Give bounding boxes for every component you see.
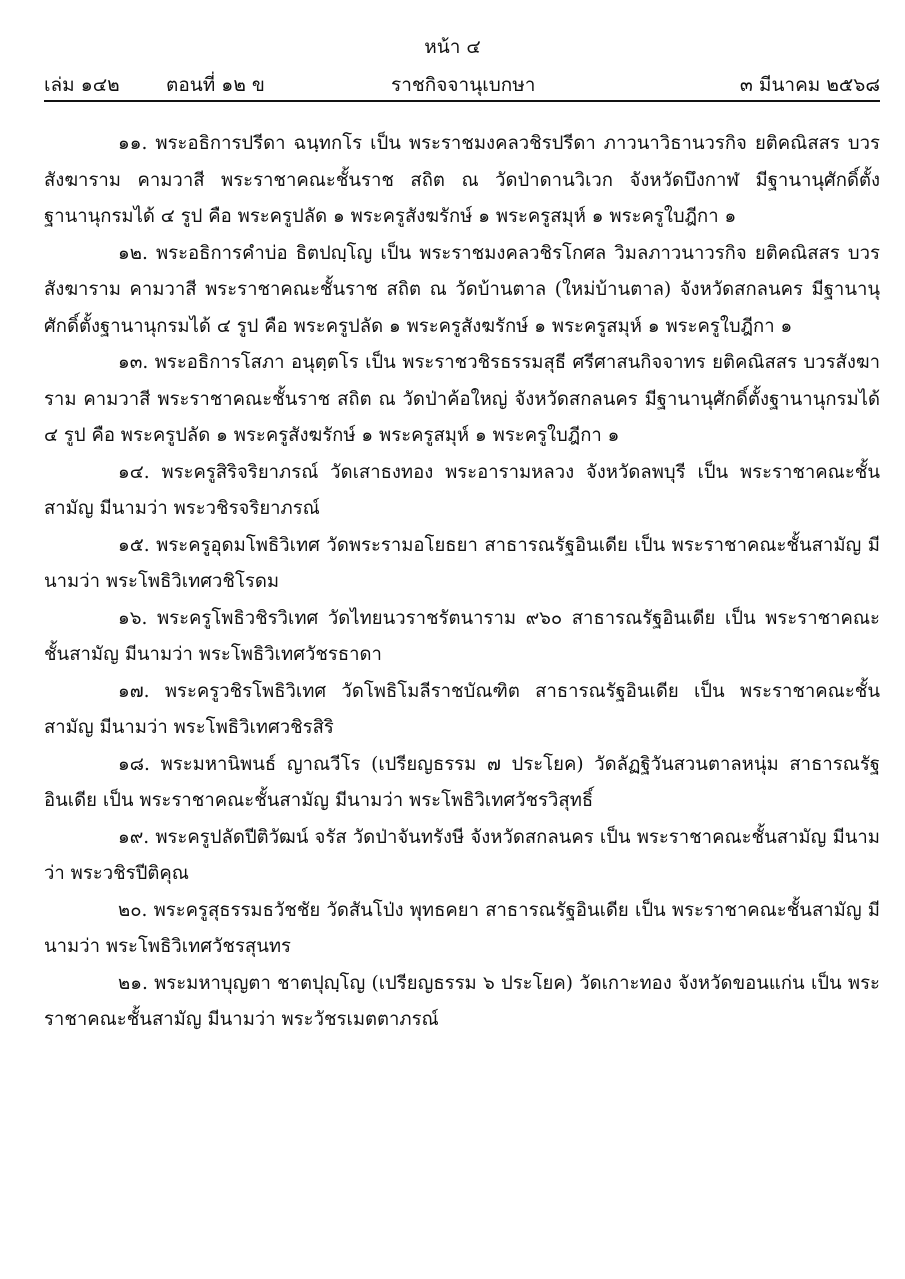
gazette-title: ราชกิจจานุเบกษา: [391, 74, 536, 96]
paragraph-item-21: ๒๑. พระมหาบุญตา ชาตปุญฺโญ (เปรียญธรรม ๖ ประโยค) วัดเกาะทอง จังหวัดขอนแก่น เป็น พระราชาคณะชั้นสามัญ มีนามว่า พระวัชรเมตตาภรณ์: [44, 972, 880, 1030]
paragraph-item-11: ๑๑. พระอธิการปรีดา ฉนฺทกโร เป็น พระราชมงคลวชิรปรีดา ภาวนาวิธานวรกิจ ยติคณิสสร บวรสังฆาราม คามวาสี พระราชาคณะชั้นราช สถิต ณ วัดป่าดานวิเวก จังหวัดบึงกาฬ มีฐานานุศักดิ์ตั้งฐานานุกรมได้ ๔ รูป คือ พระครูปลัด ๑ พระครูสังฆรักษ์ ๑ พระครูสมุห์ ๑ พระครูใบฎีกา ๑: [44, 133, 880, 227]
paragraph-item-17: ๑๗. พระครูวชิรโพธิวิเทศ วัดโพธิโมลีราชบัณฑิต สาธารณรัฐอินเดีย เป็น พระราชาคณะชั้นสามัญ มีนามว่า พระโพธิวิเทศวชิรสิริ: [44, 680, 880, 738]
volume-number: เล่ม ๑๔๒: [44, 74, 120, 96]
paragraph-item-19: ๑๙. พระครูปลัดปีติวัฒน์ จรัส วัดป่าจันทรังษี จังหวัดสกลนคร เป็น พระราชาคณะชั้นสามัญ มีนามว่า พระวชิรปีติคุณ: [44, 826, 880, 884]
paragraph-item-20: ๒๐. พระครูสุธรรมธวัชชัย วัดสันโป่ง พุทธคยา สาธารณรัฐอินเดีย เป็น พระราชาคณะชั้นสามัญ มีนามว่า พระโพธิวิเทศวัชรสุนทร: [44, 899, 880, 957]
page-number: หน้า ๔: [424, 36, 481, 58]
paragraph-item-14: ๑๔. พระครูสิริจริยาภรณ์ วัดเสาธงทอง พระอารามหลวง จังหวัดลพบุรี เป็น พระราชาคณะชั้นสามัญ มีนามว่า พระวชิรจริยาภรณ์: [44, 461, 880, 519]
paragraph-item-15: ๑๕. พระครูอุดมโพธิวิเทศ วัดพระรามอโยธยา สาธารณรัฐอินเดีย เป็น พระราชาคณะชั้นสามัญ มีนามว่า พระโพธิวิเทศวชิโรดม: [44, 534, 880, 592]
paragraph-item-16: ๑๖. พระครูโพธิวชิรวิเทศ วัดไทยนวราชรัตนาราม ๙๖๐ สาธารณรัฐอินเดีย เป็น พระราชาคณะชั้นสามัญ มีนามว่า พระโพธิวิเทศวัชรธาดา: [44, 607, 880, 665]
gazette-header: [44, 70, 880, 98]
paragraph-item-18: ๑๘. พระมหานิพนธ์ ญาณวีโร (เปรียญธรรม ๗ ประโยค) วัดลัฏฐิวันสวนตาลหนุ่ม สาธารณรัฐอินเดีย เป็น พระราชาคณะชั้นสามัญ มีนามว่า พระโพธิวิเทศวัชรวิสุทธิ์: [44, 753, 880, 811]
issue-date: ๓ มีนาคม ๒๕๖๘: [739, 74, 880, 96]
document-body: [44, 126, 880, 1039]
issue-number: ตอนที่ ๑๒ ข: [166, 74, 265, 96]
paragraph-item-12: ๑๒. พระอธิการคำบ่อ ธิตปญฺโญ เป็น พระราชมงคลวชิรโกศล วิมลภาวนาวรกิจ ยติคณิสสร บวรสังฆาราม คามวาสี พระราชาคณะชั้นราช สถิต ณ วัดบ้านตาล (ใหม่บ้านตาล) จังหวัดสกลนคร มีฐานานุศักดิ์ตั้งฐานานุกรมได้ ๔ รูป คือ พระครูปลัด ๑ พระครูสังฆรักษ์ ๑ พระครูสมุห์ ๑ พระครูใบฎีกา ๑: [44, 242, 880, 337]
paragraph-item-13: ๑๓. พระอธิการโสภา อนุตฺตโร เป็น พระราชวชิรธรรมสุธี ศรีศาสนกิจจาทร ยติคณิสสร บวรสังฆาราม คามวาสี พระราชาคณะชั้นราช สถิต ณ วัดป่าค้อใหญ่ จังหวัดสกลนคร มีฐานานุศักดิ์ตั้งฐานานุกรมได้ ๔ รูป คือ พระครูปลัด ๑ พระครูสังฆรักษ์ ๑ พระครูสมุห์ ๑ พระครูใบฎีกา ๑: [44, 352, 880, 446]
header-divider: [44, 100, 880, 102]
